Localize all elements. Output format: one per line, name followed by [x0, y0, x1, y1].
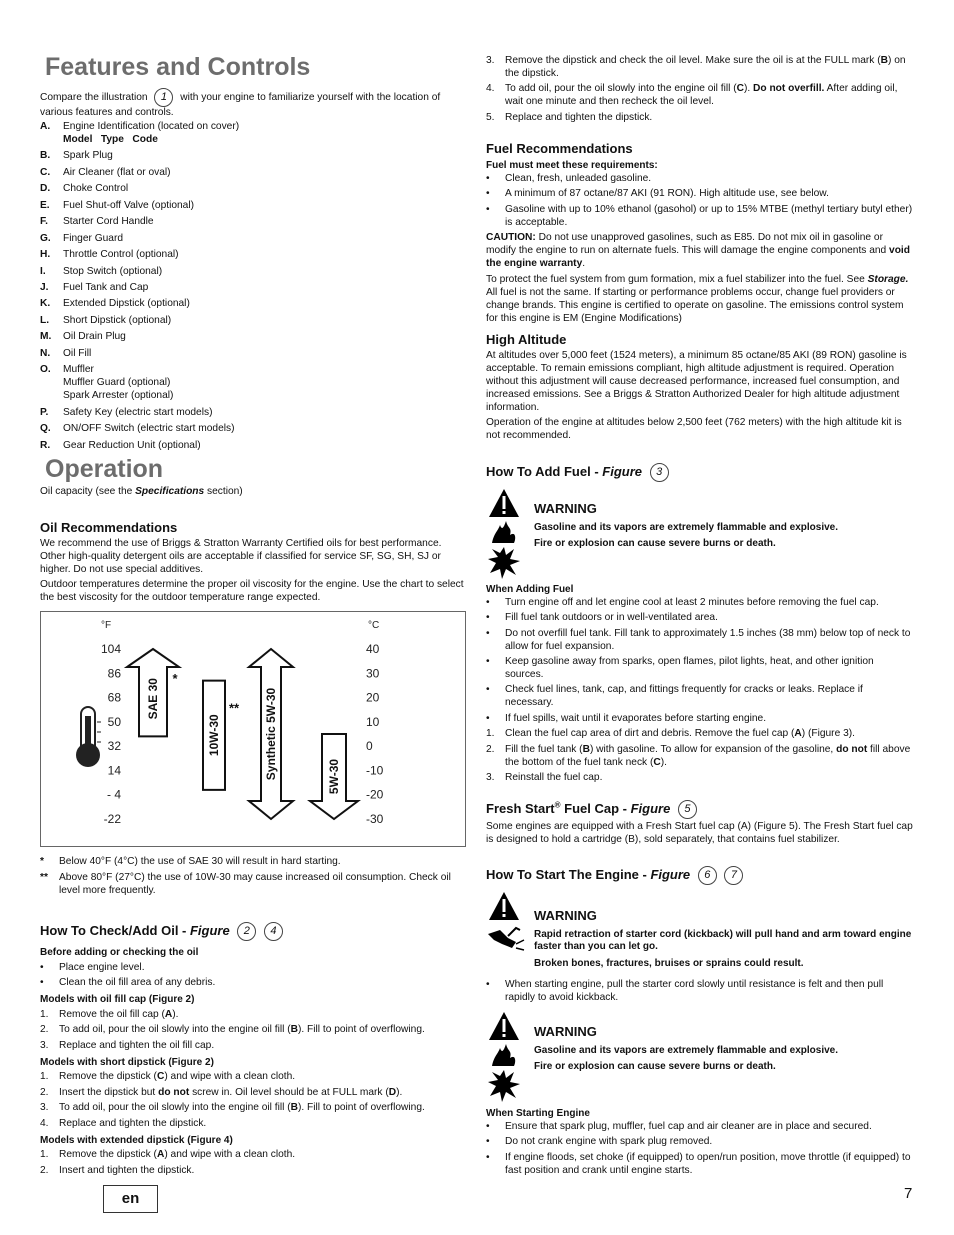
figure-3-badge: 3	[650, 463, 669, 482]
step-text: Clean the fuel cap area of dirt and debris. Remove the fuel cap (A) (Figure 3).	[505, 728, 855, 740]
oil-rec-p1: We recommend the use of Briggs & Stratton Warranty Certified oils for best performance. Other high-quality detergent oils are acceptable if classified for service SF, SG, SH, SJ or higher. Do not use special additives.	[40, 538, 442, 575]
short-dipstick-step	[40, 1102, 468, 1115]
step-number: 3.	[486, 55, 495, 66]
add-fuel-title: How To Add Fuel - Figure 3	[486, 463, 669, 482]
tick-celsius: -20	[366, 787, 384, 802]
step-text: To add oil, pour the oil slowly into the engine oil fill (B). Fill to point of overflowing.	[59, 1102, 425, 1114]
fuel-requirement: • A minimum of 87 octane/87 AKI (91 RON). High altitude use, see below.	[486, 188, 914, 201]
feature-item	[40, 440, 468, 453]
feature-key: L.	[40, 314, 50, 326]
figure-1-badge: 1	[154, 88, 173, 107]
adding-fuel-item: • Check fuel lines, tank, cap, and fittings frequently for cracks or leaks. Replace if necessary.	[486, 684, 914, 710]
step-text: Reinstall the fuel cap.	[505, 772, 603, 784]
figure-6-badge: 6	[698, 866, 717, 885]
fuel-must-head: Fuel must meet these requirements:	[486, 160, 658, 171]
tick-celsius: 30	[366, 666, 380, 681]
oil-cap-steps	[40, 1009, 468, 1053]
feature-item	[40, 282, 468, 295]
step-number: 1.	[40, 1008, 49, 1020]
step-text: Replace and tighten the dipstick.	[59, 1117, 207, 1129]
step-number: 2.	[40, 1086, 49, 1098]
feature-item	[40, 216, 468, 229]
oil-cap-step	[40, 1009, 468, 1022]
feature-label: Starter Cord Handle	[63, 216, 154, 228]
feature-key: G.	[40, 232, 51, 244]
unit-fahrenheit: °F	[101, 620, 112, 631]
step-number: 1.	[486, 728, 495, 740]
step-number: 4.	[40, 1117, 49, 1129]
step-number: 3.	[40, 1102, 49, 1114]
series-star: **	[228, 700, 240, 716]
tick-fahrenheit: 68	[107, 690, 121, 705]
adding-fuel-list	[486, 597, 914, 726]
tick-fahrenheit: - 4	[106, 787, 121, 802]
step-number: 2.	[40, 1164, 49, 1176]
feature-item	[40, 298, 468, 311]
feature-key: H.	[40, 249, 51, 261]
feature-key: A.	[40, 121, 51, 132]
oil-cap-step	[40, 1024, 468, 1037]
series-label: SAE 30	[146, 678, 160, 720]
start-fuel-warning-title: WARNING	[534, 1024, 597, 1039]
adding-fuel-item: • If fuel spills, wait until it evaporates before starting engine.	[486, 713, 914, 726]
adding-fuel-step	[486, 772, 914, 785]
starting-engine-item: • If engine floods, set choke (if equipped) to open/run position, move throttle (if equipped) to fast position and crank until engine starts.	[486, 1152, 914, 1178]
ext-dipstick-head: Models with extended dipstick (Figure 4)	[40, 1134, 233, 1146]
fuel-caution: CAUTION: Do not use unapproved gasolines, such as E85. Do not mix oil in gasoline or modify the engine to run on alternate fuels. This will damage the engine components and void the engine warranty.	[486, 232, 910, 269]
tick-celsius: 0	[366, 739, 373, 754]
fuel-warning-title: WARNING	[534, 501, 597, 516]
features-title: Features and Controls	[45, 53, 311, 81]
pull-cord-item: • When starting engine, pull the starter cord slowly until resistance is felt and then pull rapidly to avoid kickback.	[486, 979, 914, 1005]
kickback-warning-line2: Broken bones, fractures, bruises or sprains could result.	[534, 957, 804, 969]
feature-key: O.	[40, 364, 51, 376]
before-oil-item: • Place engine level.	[40, 962, 468, 975]
viscosity-chart-svg	[41, 612, 467, 848]
feature-key: N.	[40, 347, 51, 359]
adding-fuel-steps	[486, 728, 914, 785]
step-number: 4.	[486, 83, 495, 95]
ext-dipstick-step	[40, 1165, 468, 1178]
start-engine-title: How To Start The Engine - Figure 6 7	[486, 866, 743, 885]
features-intro: Compare the illustration 1 with your engine to familiarize yourself with the location of various features and controls.	[40, 88, 468, 120]
feature-item	[40, 407, 468, 420]
oil-cap-step	[40, 1040, 468, 1053]
feature-item	[40, 348, 468, 361]
feature-label: Safety Key (electric start models)	[63, 406, 213, 418]
step-text: Remove the dipstick (A) and wipe with a clean cloth.	[59, 1149, 296, 1161]
step-text: Replace and tighten the dipstick.	[505, 111, 653, 123]
fuel-rec-body	[486, 160, 914, 326]
feature-label: Fuel Shut-off Valve (optional)	[63, 199, 194, 211]
before-oil-head: Before adding or checking the oil	[40, 947, 199, 958]
tick-fahrenheit: 14	[107, 763, 121, 778]
tick-celsius: -30	[366, 812, 384, 826]
feature-label: Oil Fill	[63, 347, 92, 359]
footnote-mark: **	[40, 871, 48, 883]
tick-fahrenheit: 104	[100, 642, 121, 656]
warning-fire-explosion-icon	[486, 1010, 522, 1102]
short-dipstick-head: Models with short dipstick (Figure 2)	[40, 1056, 214, 1068]
fuel-rec-title: Fuel Recommendations	[486, 141, 633, 156]
fuel-warning-line1: Gasoline and its vapors are extremely flammable and explosive.	[534, 521, 839, 533]
step-text: Fill the fuel tank (B) with gasoline. To allow for expansion of the gasoline, do not fill above the bottom of the fuel tank neck (C).	[505, 743, 911, 768]
feature-item	[40, 167, 468, 180]
fuel-requirements-list	[486, 173, 914, 230]
start-engine-body	[486, 1108, 914, 1180]
feature-item	[40, 331, 468, 344]
feature-key: E.	[40, 199, 50, 211]
series-label: Synthetic 5W-30	[264, 687, 278, 781]
feature-key: R.	[40, 439, 51, 451]
tick-celsius: 20	[366, 690, 380, 705]
feature-item	[40, 233, 468, 246]
feature-label: Short Dipstick (optional)	[63, 314, 172, 326]
ext-dipstick-step	[486, 55, 914, 81]
feature-sub: Model Type Code	[63, 133, 158, 145]
ext-dipstick-steps	[40, 1149, 468, 1177]
check-oil-body	[40, 947, 468, 1180]
short-dipstick-steps	[40, 1071, 468, 1130]
step-number: 1.	[40, 1149, 49, 1161]
feature-key: D.	[40, 183, 51, 195]
step-text: Remove the oil fill cap (A).	[59, 1008, 179, 1020]
step-text: Remove the dipstick and check the oil level. Make sure the oil is at the FULL mark (B) on the dipstick.	[505, 55, 906, 79]
feature-key: K.	[40, 298, 51, 310]
feature-label: Throttle Control (optional)	[63, 249, 179, 261]
adding-fuel-item: • Do not overfill fuel tank. Fill tank to approximately 1.5 inches (38 mm) below top of neck to allow for fuel expansion.	[486, 628, 914, 654]
language-tab: en	[103, 1185, 158, 1213]
feature-key: C.	[40, 166, 51, 178]
oil-viscosity-chart	[40, 611, 466, 847]
feature-extra: Muffler Guard (optional)	[63, 377, 171, 389]
feature-label: Choke Control	[63, 183, 129, 195]
footnote-mark: *	[40, 856, 44, 867]
feature-key: F.	[40, 216, 48, 228]
when-adding-fuel-head: When Adding Fuel	[486, 584, 574, 595]
step-text: Insert the dipstick but do not screw in. Oil level should be at FULL mark (D).	[59, 1086, 403, 1098]
feature-label: Finger Guard	[63, 232, 124, 244]
pull-cord-list	[486, 979, 914, 1007]
adding-fuel-item: • Fill fuel tank outdoors or in well-ventilated area.	[486, 612, 914, 625]
fresh-start-p: Some engines are equipped with a Fresh Start fuel cap (A) (Figure 5). The Fresh Start fuel cap is designed to hold a cartridge (B), sold separately, that contains fuel stabilizer.	[486, 821, 913, 845]
oil-cap-head: Models with oil fill cap (Figure 2)	[40, 994, 195, 1006]
oil-rec-title: Oil Recommendations	[40, 520, 178, 535]
feature-label: Fuel Tank and Cap	[63, 282, 149, 294]
adding-fuel-step	[486, 744, 914, 770]
short-dipstick-step	[40, 1087, 468, 1100]
ext-dipstick-step	[486, 83, 914, 109]
ext-dipstick-step	[486, 112, 914, 125]
feature-key: I.	[40, 265, 46, 277]
feature-item	[40, 121, 468, 147]
page-number: 7	[904, 1185, 913, 1202]
figure-5-badge: 5	[678, 800, 697, 819]
when-starting-head: When Starting Engine	[486, 1108, 590, 1119]
altitude-p2: Operation of the engine at altitudes below 2,500 feet (762 meters) with the high altitude kit is not recommended.	[486, 417, 902, 441]
feature-key: P.	[40, 406, 49, 418]
fuel-warning-box	[486, 487, 914, 567]
before-oil-list	[40, 962, 468, 990]
feature-label: Spark Plug	[63, 150, 113, 162]
check-oil-title: How To Check/Add Oil - Figure 2 4	[40, 922, 283, 941]
unit-celsius: °C	[368, 620, 380, 631]
feature-key: J.	[40, 282, 49, 294]
feature-key: M.	[40, 331, 52, 343]
footnote	[40, 872, 468, 898]
adding-fuel-step	[486, 728, 914, 741]
features-list	[40, 121, 468, 456]
tick-fahrenheit: 50	[107, 714, 121, 729]
feature-item	[40, 266, 468, 279]
series-label: 5W-30	[327, 758, 341, 795]
starting-engine-item: • Do not crank engine with spark plug removed.	[486, 1136, 914, 1149]
feature-label: Stop Switch (optional)	[63, 265, 163, 277]
oil-capacity-note: Oil capacity (see the Specifications section)	[40, 486, 243, 497]
tick-celsius: 40	[366, 642, 380, 656]
feature-key: B.	[40, 150, 51, 162]
fuel-protect: To protect the fuel system from gum formation, mix a fuel stabilizer into the fuel. See Storage. All fuel is not the same. If starting or performance problems occur, change fuel providers or change brands. This engine is certified to operate on gasoline. The emissions control system for this engine is EM (Engine Modifications)	[486, 273, 909, 324]
step-number: 5.	[486, 111, 495, 123]
kickback-warning-line1: Rapid retraction of starter cord (kickback) will pull hand and arm toward engine faster than you can let go.	[534, 928, 912, 953]
tick-fahrenheit: 32	[107, 739, 121, 754]
kickback-warning-box	[486, 890, 914, 970]
short-dipstick-step	[40, 1071, 468, 1084]
feature-label: Muffler	[63, 364, 94, 376]
feature-label: Oil Drain Plug	[63, 331, 126, 343]
oil-rec-p2: Outdoor temperatures determine the proper oil viscosity for the engine. Use the chart to select the best viscosity for the outdoor temperature range expected.	[40, 579, 464, 603]
footnote-text: Below 40°F (4°C) the use of SAE 30 will result in hard starting.	[59, 856, 341, 867]
figure-2-badge: 2	[237, 922, 256, 941]
altitude-p1: At altitudes over 5,000 feet (1524 meters), a minimum 85 octane/85 AKI (89 RON) gasoline is acceptable. To remain emissions compliant, high altitude adjustment is required. Operation without this adjustment will cause decreased performance, increased fuel consumption, and increased emissions. See a Briggs & Stratton Authorized Dealer for high altitude adjustment information.	[486, 350, 907, 413]
kickback-warning-title: WARNING	[534, 908, 597, 923]
feature-extra: Spark Arrester (optional)	[63, 390, 174, 402]
step-text: Insert and tighten the dipstick.	[59, 1164, 195, 1176]
footnote-text: Above 80°F (27°C) the use of 10W-30 may cause increased oil consumption. Check oil level more frequently.	[59, 871, 451, 896]
step-number: 3.	[40, 1039, 49, 1051]
starting-engine-list	[486, 1121, 914, 1178]
start-fuel-warning-line1: Gasoline and its vapors are extremely flammable and explosive.	[534, 1044, 839, 1056]
chart-footnotes	[40, 856, 468, 901]
feature-key: Q.	[40, 423, 51, 435]
fuel-warning-line2: Fire or explosion can cause severe burns or death.	[534, 538, 776, 550]
tick-fahrenheit: 86	[107, 666, 121, 681]
step-number: 2.	[40, 1024, 49, 1036]
series-star: *	[172, 671, 178, 686]
add-fuel-body	[486, 584, 914, 788]
step-number: 3.	[486, 772, 495, 784]
feature-item	[40, 183, 468, 196]
ext-dipstick-steps-cont	[486, 55, 914, 127]
feature-item	[40, 315, 468, 328]
figure-4-badge: 4	[264, 922, 283, 941]
step-number: 2.	[486, 743, 495, 755]
tick-celsius: -10	[366, 763, 384, 778]
feature-item	[40, 423, 468, 436]
adding-fuel-item: • Turn engine off and let engine cool at least 2 minutes before removing the fuel cap.	[486, 597, 914, 610]
footnote	[40, 856, 468, 869]
tick-celsius: 10	[366, 714, 380, 729]
starting-engine-item: • Ensure that spark plug, muffler, fuel cap and air cleaner are in place and secured.	[486, 1121, 914, 1134]
start-fuel-warning-box	[486, 1010, 914, 1090]
operation-title: Operation	[45, 455, 164, 483]
step-text: To add oil, pour the oil slowly into the engine oil fill (B). Fill to point of overflowing.	[59, 1024, 425, 1036]
fuel-requirement: • Gasoline with up to 10% ethanol (gasohol) or up to 15% MTBE (methyl tertiary butyl ether) is acceptable.	[486, 204, 914, 230]
fuel-requirement: • Clean, fresh, unleaded gasoline.	[486, 173, 914, 186]
step-number: 1.	[40, 1071, 49, 1083]
warning-fire-explosion-icon	[486, 487, 522, 579]
fresh-start-title: Fresh Start® Fuel Cap - Figure 5	[486, 800, 697, 819]
step-text: To add oil, pour the oil slowly into the engine oil fill (C). Do not overfill. After adding oil, wait one minute and then recheck the oil level.	[505, 83, 898, 108]
step-text: Replace and tighten the oil fill cap.	[59, 1039, 215, 1051]
short-dipstick-step	[40, 1118, 468, 1131]
feature-item	[40, 364, 468, 403]
feature-item	[40, 150, 468, 163]
feature-label: ON/OFF Switch (electric start models)	[63, 423, 235, 435]
figure-7-badge: 7	[724, 866, 743, 885]
series-label: 10W-30	[207, 714, 221, 757]
feature-label: Air Cleaner (flat or oval)	[63, 166, 171, 178]
adding-fuel-item: • Keep gasoline away from sparks, open flames, pilot lights, heat, and other ignition sources.	[486, 656, 914, 682]
feature-item	[40, 249, 468, 262]
warning-kickback-icon	[486, 890, 526, 960]
start-fuel-warning-line2: Fire or explosion can cause severe burns or death.	[534, 1061, 776, 1073]
before-oil-item: • Clean the oil fill area of any debris.	[40, 977, 468, 990]
feature-label: Gear Reduction Unit (optional)	[63, 439, 201, 451]
step-text: Remove the dipstick (C) and wipe with a clean cloth.	[59, 1071, 296, 1083]
altitude-title: High Altitude	[486, 332, 567, 347]
feature-label: Extended Dipstick (optional)	[63, 298, 190, 310]
thermometer-fill	[85, 716, 91, 756]
tick-fahrenheit: -22	[103, 812, 121, 826]
ext-dipstick-step	[40, 1149, 468, 1162]
feature-item	[40, 200, 468, 213]
feature-label: Engine Identification (located on cover)	[63, 121, 240, 132]
